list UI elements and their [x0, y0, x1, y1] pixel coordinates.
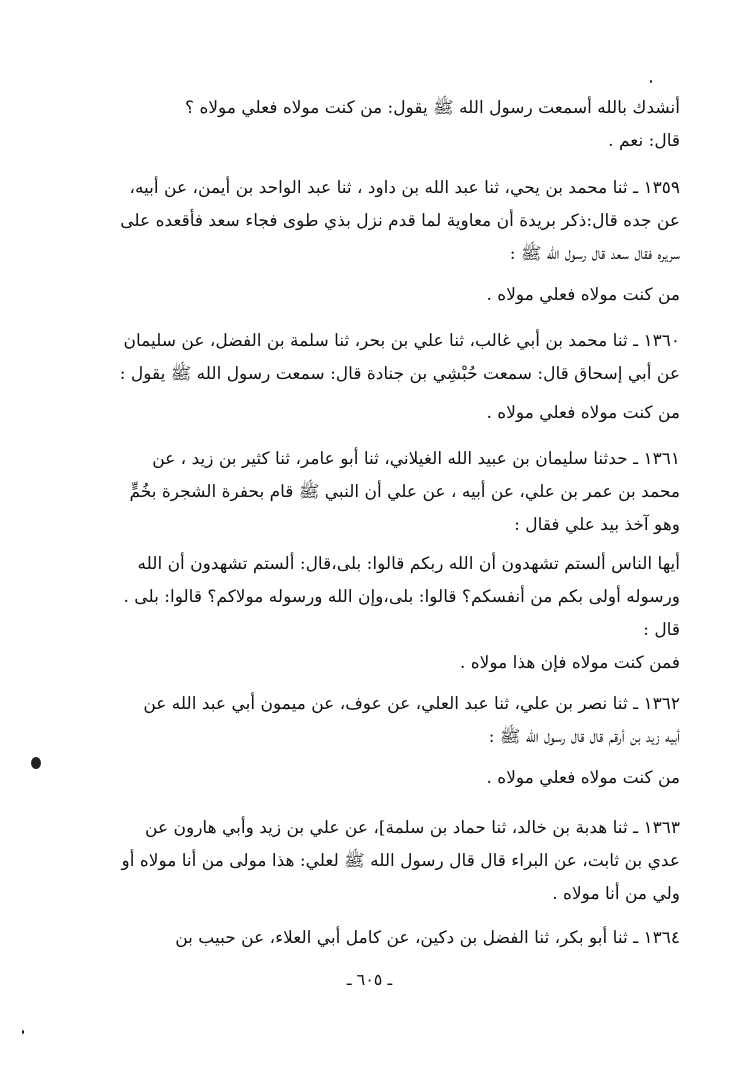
text-line: ولي من أنا مولاه . [552, 884, 680, 904]
text-line: أيها الناس ألستم تشهدون أن الله ربكم قالوا: بلى،قال: ألستم تشهدون أن الله [137, 554, 680, 574]
hadith-1361 [83, 443, 680, 542]
hadith-1362 [83, 688, 680, 754]
hadith-text [83, 397, 680, 430]
ink-mark [22, 1030, 24, 1034]
hadith-1360 [83, 325, 680, 391]
text-line: من كنت مولاه فعلي مولاه . [486, 403, 680, 423]
text-line: ١٣٦٢ ـ ثنا نصر بن علي، ثنا عبد العلي، عن عوف، عن ميمون أبي عبد الله عن [143, 694, 680, 714]
hadith-text [83, 279, 680, 312]
text-line: ١٣٥٩ ـ ثنا محمد بن يحي، ثنا عبد الله بن داود ، ثنا عبد الواحد بن أيمن، عن أبيه، [129, 178, 680, 198]
text-line: عن أبي إسحاق قال: سمعت حُبْشِي بن جنادة قال: سمعت رسول الله ﷺ يقول : [119, 364, 680, 384]
hadith-1359 [83, 172, 680, 271]
text-line: قال : [643, 620, 680, 640]
hadith-text [83, 548, 680, 680]
text-line: ورسوله أولى بكم من أنفسكم؟ قالوا: بلى،وإن الله ورسوله مولاكم؟ قالوا: بلى . [123, 587, 680, 607]
text-line: فمن كنت مولاه فإن هذا مولاه . [459, 653, 680, 673]
hadith-text [83, 762, 680, 795]
text-line: من كنت مولاه فعلي مولاه . [486, 285, 680, 305]
text-line: عدي بن ثابت، عن البراء قال قال رسول الله ﷺ لعلي: هذا مولى من أنا مولاه أو [121, 851, 680, 871]
paragraph-1 [83, 92, 680, 158]
text-line: محمد بن عمر بن علي، عن أبيه ، عن علي أن النبي ﷺ قام بحفرة الشجرة بخُمٍّ [129, 482, 680, 502]
text-line: أبيه زيد بن أرقم قال قال رسول الله ﷺ : [488, 727, 680, 747]
text-line: ١٣٦١ ـ حدثنا سليمان بن عبيد الله الغيلاني، ثنا أبو عامر، ثنا كثير بن زيد ، عن [152, 449, 680, 469]
text-line: ١٣٦٠ ـ ثنا محمد بن أبي غالب، ثنا علي بن بحر، ثنا سلمة بن الفضل، عن سليمان [123, 331, 680, 351]
text-line: ١٣٦٣ ـ ثنا هدبة بن خالد، ثنا حماد بن سلمة]، عن علي بن زيد وأبي هارون عن [145, 818, 680, 838]
ink-mark [650, 80, 652, 83]
text-line: قال: نعم . [608, 131, 680, 151]
text-line: عن جده قال:ذكر بريدة أن معاوية لما قدم نزل بذي طوى فجاء سعد فأقعده على [120, 211, 680, 231]
text-line: وهو آخذ بيد علي فقال : [514, 515, 680, 535]
ink-mark [31, 757, 41, 769]
text-line: من كنت مولاه فعلي مولاه . [486, 768, 680, 788]
hadith-1363 [83, 812, 680, 911]
hadith-1364 [83, 922, 680, 955]
page-number: ـ ٦٠٥ ـ [346, 970, 393, 989]
text-line: سريره فقال سعد قال رسول الله ﷺ : [509, 244, 680, 264]
text-line: ١٣٦٤ ـ ثنا أبو بكر، ثنا الفضل بن دكين، عن كامل أبي العلاء، عن حبيب بن [175, 928, 680, 948]
text-line: أنشدك بالله أسمعت رسول الله ﷺ يقول: من كنت مولاه فعلي مولاه ؟ [185, 98, 680, 118]
